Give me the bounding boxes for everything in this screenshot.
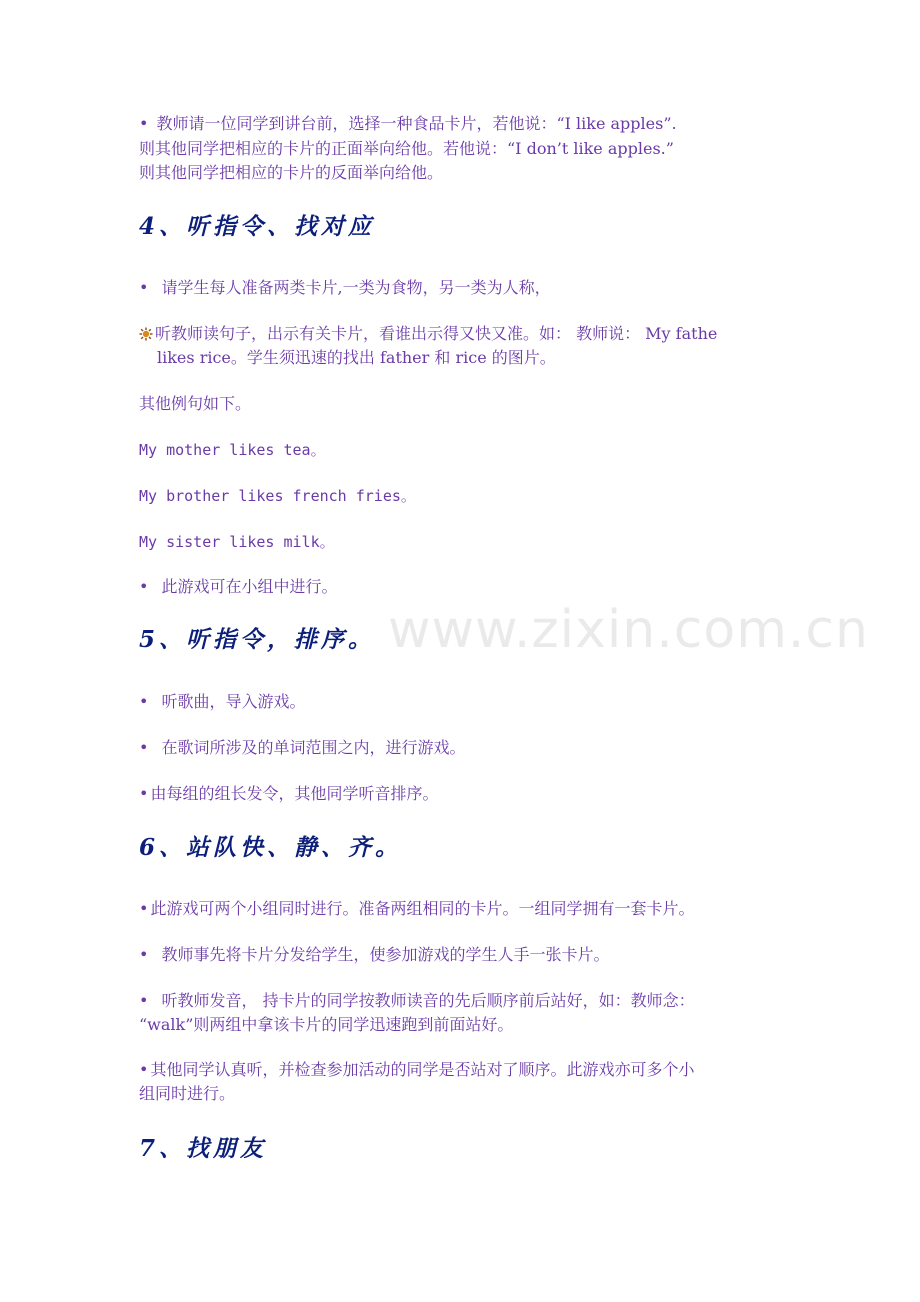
section-5-item-2	[139, 736, 789, 760]
section-6-item-4	[139, 1058, 789, 1082]
bullet: •	[139, 692, 149, 711]
bullet: •	[139, 577, 149, 596]
section-5-item-3	[139, 782, 789, 806]
section-6-item-3-text: 听教师发音， 持卡片的同学按教师读音的先后顺序前后站好，如：教师念：	[161, 991, 695, 1010]
section-4-examples-intro: 其他例句如下。	[139, 394, 252, 413]
section-6-item-4-line-2: 组同时进行。	[139, 1084, 236, 1103]
section-4-item-1-text: 请学生每人准备两类卡片,一类为食物，另一类为人称，	[161, 278, 551, 297]
section-4-example-1: My mother likes tea。	[139, 441, 326, 459]
bullet: •	[139, 278, 149, 297]
bullet: •	[139, 738, 149, 757]
section-6-item-2-text: 教师事先将卡片分发给学生，使参加游戏的学生人手一张卡片。	[161, 945, 610, 964]
section-5-item-1-text: 听歌曲，导入游戏。	[161, 692, 306, 711]
section-4-item-1	[139, 276, 789, 300]
section-6-item-1-text: 此游戏可两个小组同时进行。准备两组相同的卡片。一组同学拥有一套卡片。	[150, 899, 695, 918]
section-6-item-4-text: 其他同学认真听，并检查参加活动的同学是否站对了顺序。此游戏亦可多个小	[150, 1060, 695, 1079]
section-4-example-3: My sister likes milk。	[139, 533, 335, 551]
section-5-item-3-text: 由每组的组长发令，其他同学听音排序。	[150, 784, 439, 803]
section-4-item-2	[139, 322, 789, 346]
section-7-title: 7、找朋友	[139, 1135, 268, 1162]
watermark: www.zixin.com.cn	[388, 600, 869, 660]
section-5-item-1	[139, 690, 789, 714]
section-6-title: 6、站队快、静、齐。	[139, 834, 403, 861]
section-4-item-2-line-2: likes rice。学生须迅速的找出 father 和 rice 的图片。	[157, 348, 556, 367]
bullet: •	[139, 1060, 149, 1079]
section-6-item-2	[139, 943, 789, 967]
intro-line-3: 则其他同学把相应的卡片的反面举向给他。	[139, 163, 444, 182]
intro-line-2: 则其他同学把相应的卡片的正面举向给他。若他说：“I don’t like apples.”	[139, 139, 674, 158]
intro-line-1	[139, 112, 789, 136]
section-4-item-3-text: 此游戏可在小组中进行。	[161, 577, 338, 596]
section-6-item-1	[139, 897, 789, 921]
bullet: •	[139, 899, 149, 918]
bullet: •	[139, 991, 149, 1010]
bullet: •	[139, 784, 149, 803]
section-4-title: 4、听指令、找对应	[139, 213, 376, 240]
sun-icon	[139, 327, 153, 341]
section-4-item-2-text-1: 听教师读句子，出示有关卡片，看谁出示得又快又准。如： 教师说： My fathe	[155, 324, 718, 343]
section-4-item-3	[139, 575, 789, 599]
section-6-item-3-line-2: “walk”则两组中拿该卡片的同学迅速跑到前面站好。	[139, 1015, 514, 1034]
bullet: •	[139, 945, 149, 964]
section-5-title: 5、听指令，排序。	[139, 626, 376, 653]
bullet: •	[139, 114, 149, 133]
section-4-example-2: My brother likes french fries。	[139, 487, 416, 505]
section-5-item-2-text: 在歌词所涉及的单词范围之内，进行游戏。	[161, 738, 466, 757]
section-6-item-3	[139, 989, 789, 1013]
intro-text-1: 教师请一位同学到讲台前，选择一种食品卡片，若他说：“I like apples”.	[156, 114, 677, 133]
